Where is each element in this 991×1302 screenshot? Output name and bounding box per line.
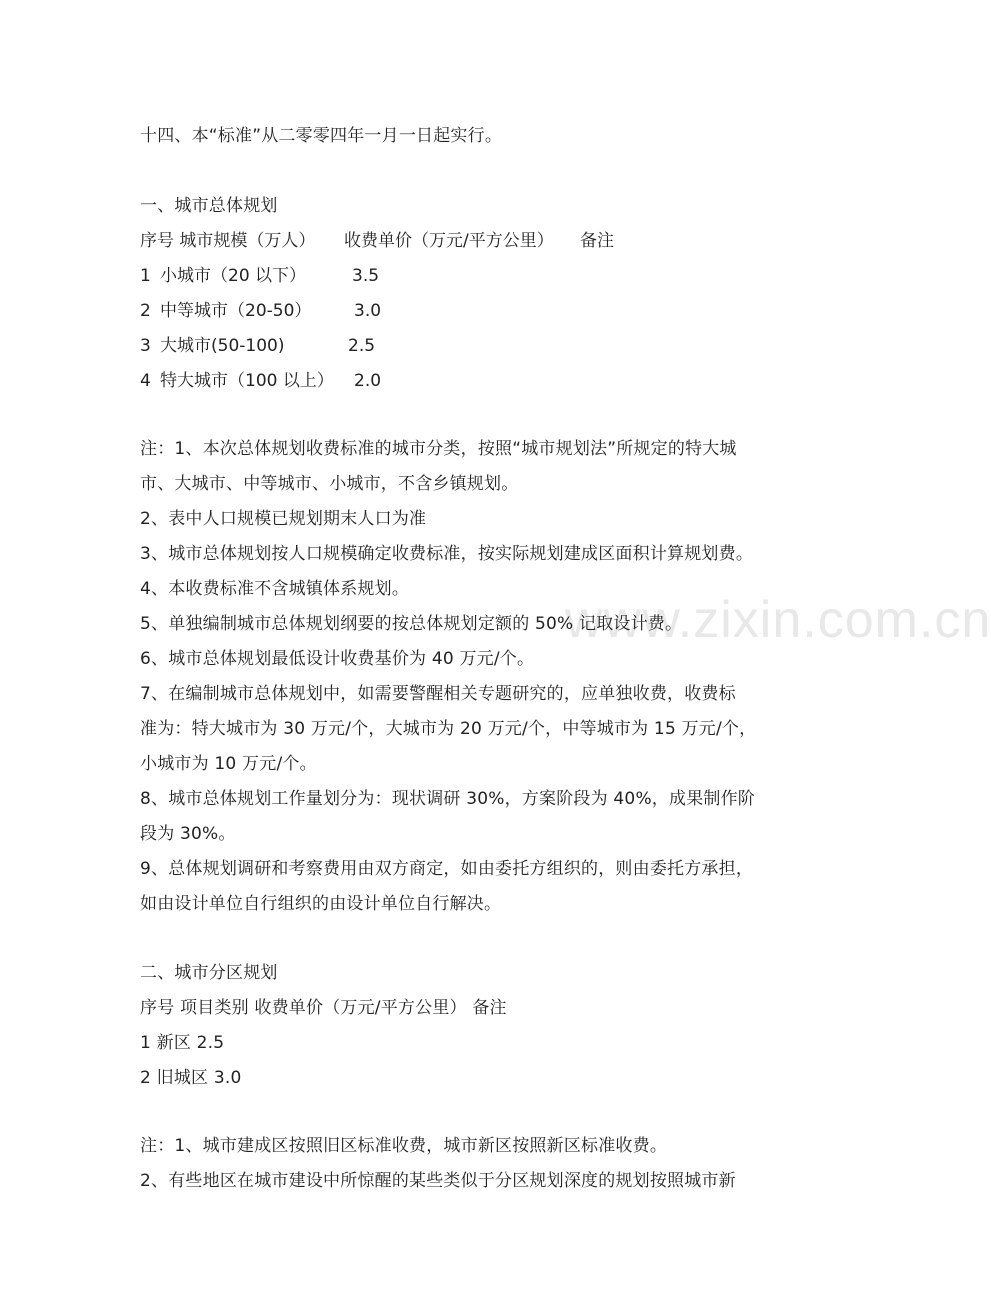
row-number: 4 [140, 371, 151, 391]
row-label: 中等城市（20-50） [160, 301, 312, 321]
section1-heading: 一、城市总体规划 [140, 196, 278, 216]
table-row: 1 新区 2.5 [140, 1033, 225, 1053]
note-line: 注：1、本次总体规划收费标准的城市分类，按照“城市规划法”所规定的特大城 [140, 439, 737, 459]
note-line: 市、大城市、中等城市、小城市，不含乡镇规划。 [140, 474, 519, 494]
row-number: 3 [140, 336, 151, 356]
row-label: 小城市（20 以下） [160, 266, 307, 286]
note-line: 准为：特大城市为 30 万元/个，大城市为 20 万元/个，中等城市为 15 万元/个， [140, 719, 757, 739]
row-value: 2.5 [348, 336, 376, 356]
note-line: 2、表中人口规模已规划期末人口为准 [140, 509, 427, 529]
note-line: 2、有些地区在城市建设中所惊醒的某些类似于分区规划深度的规划按照城市新 [140, 1171, 736, 1191]
header-col-scale: 序号 城市规模（万人） [140, 231, 316, 251]
table-row [140, 369, 800, 489]
note-line: 段为 30%。 [140, 824, 236, 844]
row-number: 1 [140, 266, 151, 286]
note-line: 3、城市总体规划按人口规模确定收费标准，按实际规划建成区面积计算规划费。 [140, 544, 754, 564]
watermark: www.zixin.com.cn [565, 591, 991, 649]
note-line: 7、在编制城市总体规划中，如需要警醒相关专题研究的，应单独收费，收费标 [140, 684, 736, 704]
row-value: 3.0 [354, 301, 382, 321]
note-line: 如由设计单位自行组织的由设计单位自行解决。 [140, 894, 502, 914]
section2-heading: 二、城市分区规划 [140, 963, 278, 983]
note-line: 6、城市总体规划最低设计收费基价为 40 万元/个。 [140, 649, 535, 669]
note-line: 9、总体规划调研和考察费用由双方商定，如由委托方组织的，则由委托方承担， [140, 859, 754, 879]
row-value: 2.0 [354, 371, 382, 391]
row-number: 2 [140, 301, 151, 321]
note-line: 5、单独编制城市总体规划纲要的按总体规划定额的 50% 记取设计费。 [140, 614, 683, 634]
note-line: 8、城市总体规划工作量划分为：现状调研 30%，方案阶段为 40%，成果制作阶 [140, 789, 755, 809]
row-label: 特大城市（100 以上） [160, 371, 334, 391]
note-line: 注：1、城市建成区按照旧区标准收费，城市新区按照新区标准收费。 [140, 1136, 668, 1156]
table-row: 2 旧城区 3.0 [140, 1068, 242, 1088]
row-value: 3.5 [352, 266, 380, 286]
note-line: 4、本收费标准不含城镇体系规划。 [140, 579, 410, 599]
note-line: 小城市为 10 万元/个。 [140, 754, 317, 774]
header-col-price: 收费单价（万元/平方公里） [344, 231, 554, 251]
intro-line: 十四、本“标准”从二零零四年一月一日起实行。 [140, 126, 503, 146]
row-label: 大城市(50-100) [160, 336, 285, 356]
section2-table-header: 序号 项目类别 收费单价（万元/平方公里） 备注 [140, 998, 507, 1018]
header-col-remark: 备注 [580, 231, 614, 251]
